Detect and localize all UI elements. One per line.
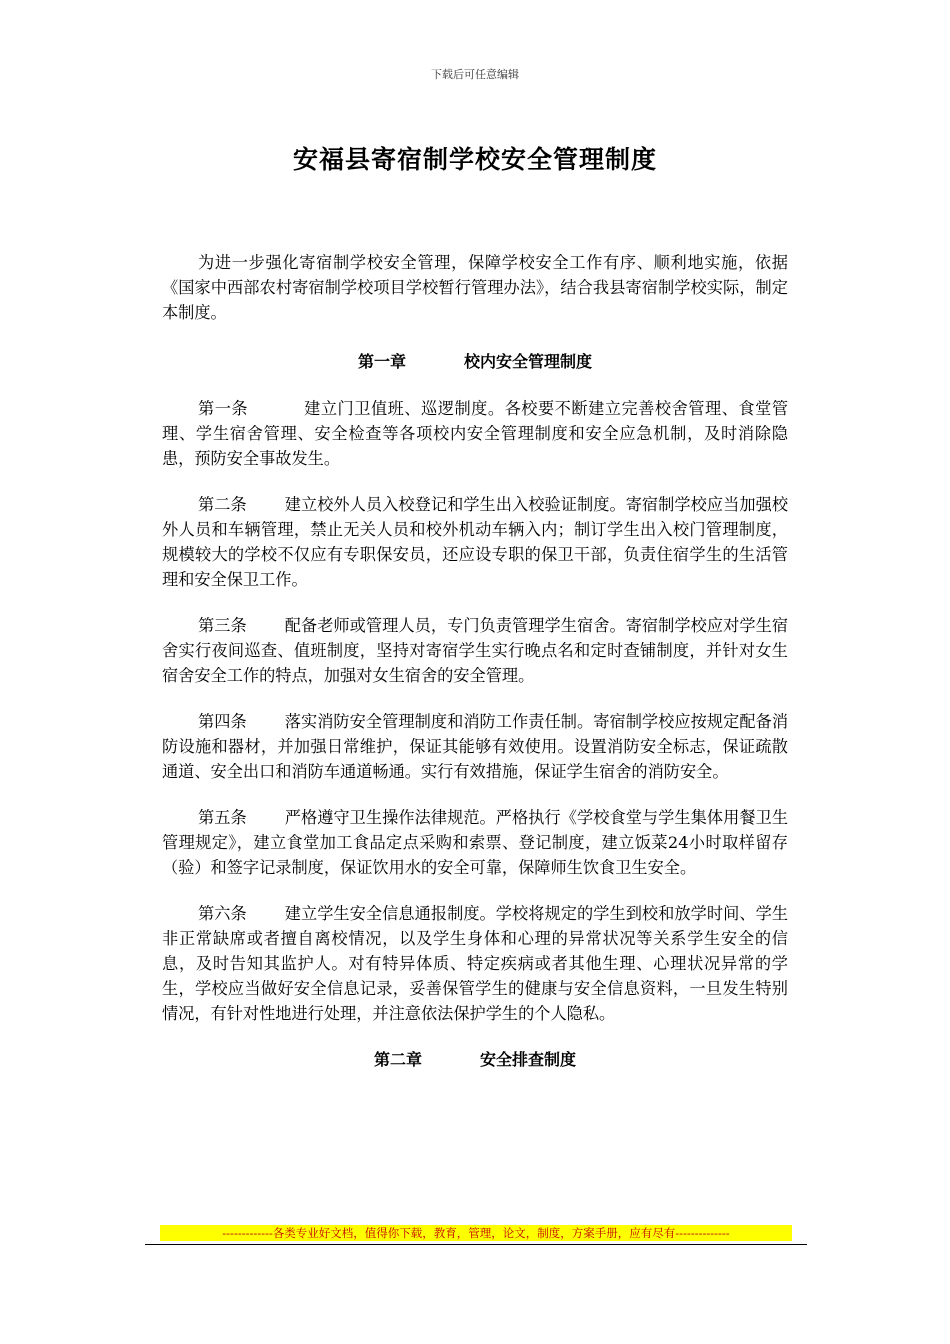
article-1 [162, 396, 788, 471]
chapter-title: 校内安全管理制度 [464, 352, 593, 371]
footer-banner: -------------各类专业好文档，值得你下载，教育，管理，论文，制度，方案手册，应有尽有-------------- [160, 1225, 792, 1241]
article-number: 第一条 [198, 399, 249, 418]
article-text: 建立门卫值班、巡逻制度。各校要不断建立完善校舍管理、食堂管理、学生宿舍管理、安全检查等各项校内安全管理制度和安全应急机制，及时消除隐患，预防安全事故发生。 [162, 399, 789, 468]
chapter-number: 第一章 [357, 352, 406, 371]
intro-paragraph: 为进一步强化寄宿制学校安全管理，保障学校安全工作有序、顺利地实施，依据《国家中西部农村寄宿制学校项目学校暂行管理办法》，结合我县寄宿制学校实际，制定本制度。 [162, 253, 788, 322]
document-body [162, 250, 788, 1094]
article-number: 第三条 [198, 616, 247, 635]
article-number: 第二条 [198, 495, 247, 514]
footer-divider [145, 1244, 807, 1245]
document-title: 安福县寄宿制学校安全管理制度 [292, 145, 657, 174]
article-2 [162, 492, 788, 592]
article-text: 建立学生安全信息通报制度。学校将规定的学生到校和放学时间、学生非正常缺席或者擅自离校情况，以及学生身体和心理的异常状况等关系学生安全的信息，及时告知其监护人。对有特异体质、特定疾病或者其他生理、心理状况异常的学生，学校应当做好安全信息记录，妥善保管学生的健康与安全信息资料，一旦发生特别情况，有针对性地进行处理，并注意依法保护学生的个人隐私。 [162, 904, 789, 1023]
chapter-heading-2 [162, 1047, 788, 1072]
chapter-heading-1 [162, 349, 788, 374]
chapter-title: 安全排查制度 [480, 1050, 577, 1069]
article-text: 配备老师或管理人员，专门负责管理学生宿舍。寄宿制学校应对学生宿舍实行夜间巡查、值班制度，坚持对寄宿学生实行晚点名和定时查铺制度，并针对女生宿舍安全工作的特点，加强对女生宿舍的安全管理。 [162, 616, 789, 685]
article-number: 第五条 [198, 808, 247, 827]
article-3 [162, 613, 788, 688]
article-6 [162, 901, 788, 1026]
article-text: 建立校外人员入校登记和学生出入校验证制度。寄宿制学校应当加强校外人员和车辆管理，禁止无关人员和校外机动车辆入内；制订学生出入校门管理制度，规模较大的学校不仅应有专职保安员，还应设专职的保卫干部，负责住宿学生的生活管理和安全保卫工作。 [162, 495, 789, 589]
article-text: 严格遵守卫生操作法律规范。严格执行《学校食堂与学生集体用餐卫生管理规定》，建立食堂加工食品定点采购和索票、登记制度，建立饭菜24小时取样留存（验）和签字记录制度，保证饮用水的安全可靠，保障师生饮食卫生安全。 [162, 808, 789, 877]
article-number: 第六条 [198, 904, 247, 923]
article-text: 落实消防安全管理制度和消防工作责任制。寄宿制学校应按规定配备消防设施和器材，并加强日常维护，保证其能够有效使用。设置消防安全标志，保证疏散通道、安全出口和消防车通道畅通。实行有效措施，保证学生宿舍的消防安全。 [162, 712, 789, 781]
article-number: 第四条 [198, 712, 247, 731]
article-5 [162, 805, 788, 880]
article-4 [162, 709, 788, 784]
header-note: 下载后可任意编辑 [431, 68, 519, 81]
chapter-number: 第二章 [373, 1050, 422, 1069]
